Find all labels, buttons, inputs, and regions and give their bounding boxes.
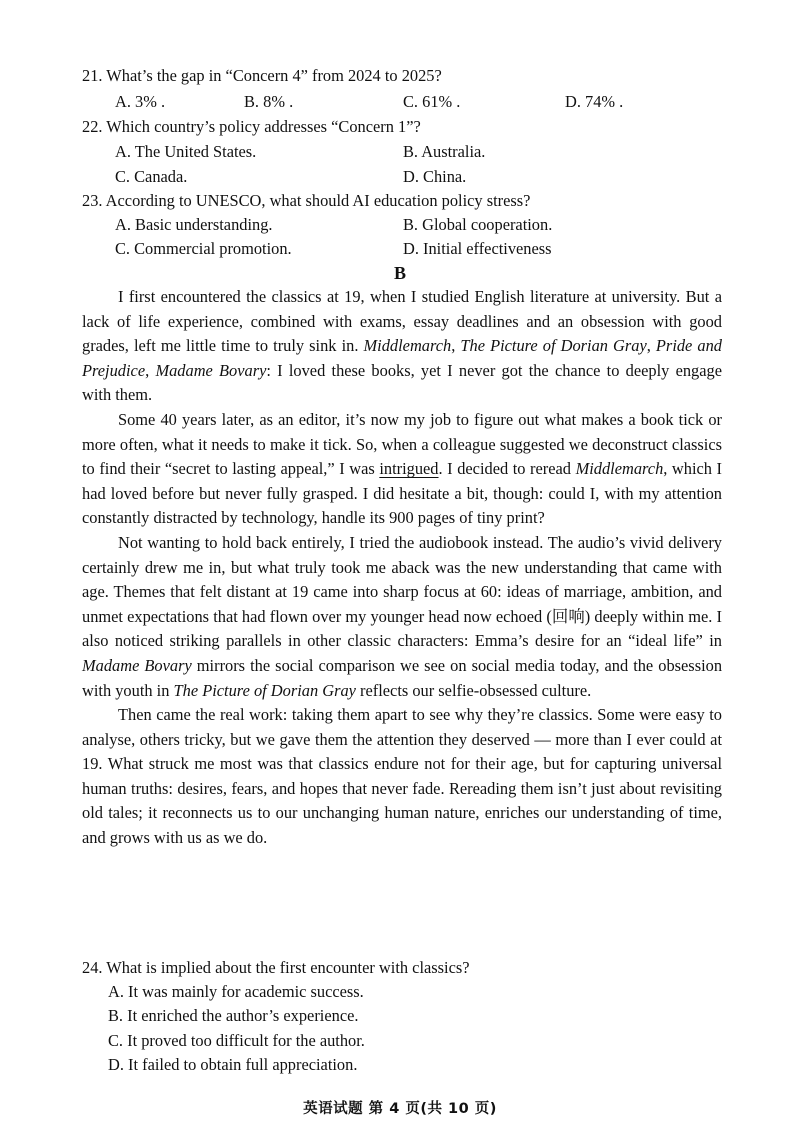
p1-book-middlemarch: Middlemarch [363, 336, 452, 356]
p3-book-madame-bovary: Madame Bovary [82, 655, 192, 675]
question-24-option-b: B. It enriched the author’s experience. [108, 1006, 359, 1025]
p1-book-dorian-gray: The Picture of Dorian Gray [460, 336, 647, 356]
p1-separator-3: , [145, 360, 156, 380]
section-heading: B [393, 263, 406, 283]
p1-text-2: : I loved these books, yet I never got the chance to deeply engage with them. [82, 360, 722, 405]
question-22-option-d: D. China. [403, 167, 467, 186]
question-21-stem: 21. What’s the gap in “Concern 4” from 2024 to 2025? [82, 66, 442, 85]
question-21-option-c: C. 61% . [403, 92, 461, 111]
question-22-option-c: C. Canada. [115, 167, 188, 186]
question-22-option-b: B. Australia. [403, 142, 486, 161]
page-footer: 英语试题 第 4 页(共 10 页) [303, 1101, 497, 1117]
reading-passage [82, 285, 722, 851]
p3-text-2: mirrors the social comparison we see on social media today, and the obsession with youth in [82, 655, 723, 700]
passage-paragraph-3 [82, 531, 722, 703]
p2-underlined-word: intrigued [379, 459, 439, 479]
question-23-option-a: A. Basic understanding. [115, 215, 273, 234]
p2-text-3: , which I had loved before but never fully grasped. I did hesitate a bit, though: could I, with my attention constantly distracted by technology, handle its 900 pages of tiny print? [82, 459, 723, 528]
p1-separator-2: , [646, 336, 656, 356]
question-24-option-c: C. It proved too difficult for the author. [108, 1031, 365, 1050]
question-22-stem: 22. Which country’s policy addresses “Concern 1”? [82, 117, 421, 136]
p1-separator-1: , [451, 336, 461, 356]
question-23-option-b: B. Global cooperation. [403, 215, 553, 234]
p1-book-madame-bovary: Madame Bovary [155, 360, 267, 380]
question-24-option-a: A. It was mainly for academic success. [108, 982, 364, 1001]
p2-book-middlemarch: Middlemarch [575, 459, 664, 479]
p2-text-1: Some 40 years later, as an editor, it’s now my job to figure out what makes a book tick or more often, what it needs to make it tick. So, when a colleague suggested we deconstruct classics to find their “secret to lasting appeal,” I was [82, 409, 722, 479]
passage-paragraph-1 [82, 285, 722, 408]
passage-paragraph-2 [82, 408, 722, 531]
p1-book-pride-prejudice: Pride and Prejudice [82, 336, 723, 380]
p1-text-1: I first encountered the classics at 19, when I studied English literature at university. But a lack of life experience, combined with exams, essay deadlines and an obsession with good grades, left me little time to truly sink in. [82, 287, 722, 356]
p3-text-3: reflects our selfie-obsessed culture. [355, 680, 592, 700]
question-21-option-a: A. 3% . [115, 92, 166, 111]
question-22-option-a: A. The United States. [115, 142, 257, 161]
question-24-stem: 24. What is implied about the first encounter with classics? [82, 958, 470, 977]
p2-text-2: . I decided to reread [438, 459, 576, 479]
question-24-option-d: D. It failed to obtain full appreciation. [108, 1055, 358, 1074]
question-23-option-c: C. Commercial promotion. [115, 239, 292, 258]
p3-text-1: Not wanting to hold back entirely, I tried the audiobook instead. The audio’s vivid delivery certainly drew me in, but what truly took me aback was the new understanding that came with age. Themes that felt distant at 19 came into sharp focus at 60: ideas of marriage, ambition, and unmet expectations that had flown over my younger head now echoed (回响) deeply within me. I also noticed striking parallels in other classic characters: Emma’s desire for an “ideal life” in [82, 532, 722, 651]
p3-book-dorian-gray: The Picture of Dorian Gray [173, 680, 356, 700]
passage-paragraph-4: Then came the real work: taking them apart to see why they’re classics. Some were easy to analyse, others tricky, but we gave them the attention they deserved — more than I ever could at 19. What struck me most was that classics endure not for their age, but for capturing universal human truths: desires, fears, and hopes that never fade. Rereading them isn’t just about revisiting old tales; it reconnects us to our unchanging human nature, enriches our understanding of time, and grows with us as we do. [82, 705, 722, 848]
question-23-stem: 23. According to UNESCO, what should AI education policy stress? [82, 191, 531, 210]
question-23-option-d: D. Initial effectiveness [403, 239, 552, 258]
question-21-option-d: D. 74% . [565, 92, 624, 111]
question-21-option-b: B. 8% . [244, 92, 294, 111]
